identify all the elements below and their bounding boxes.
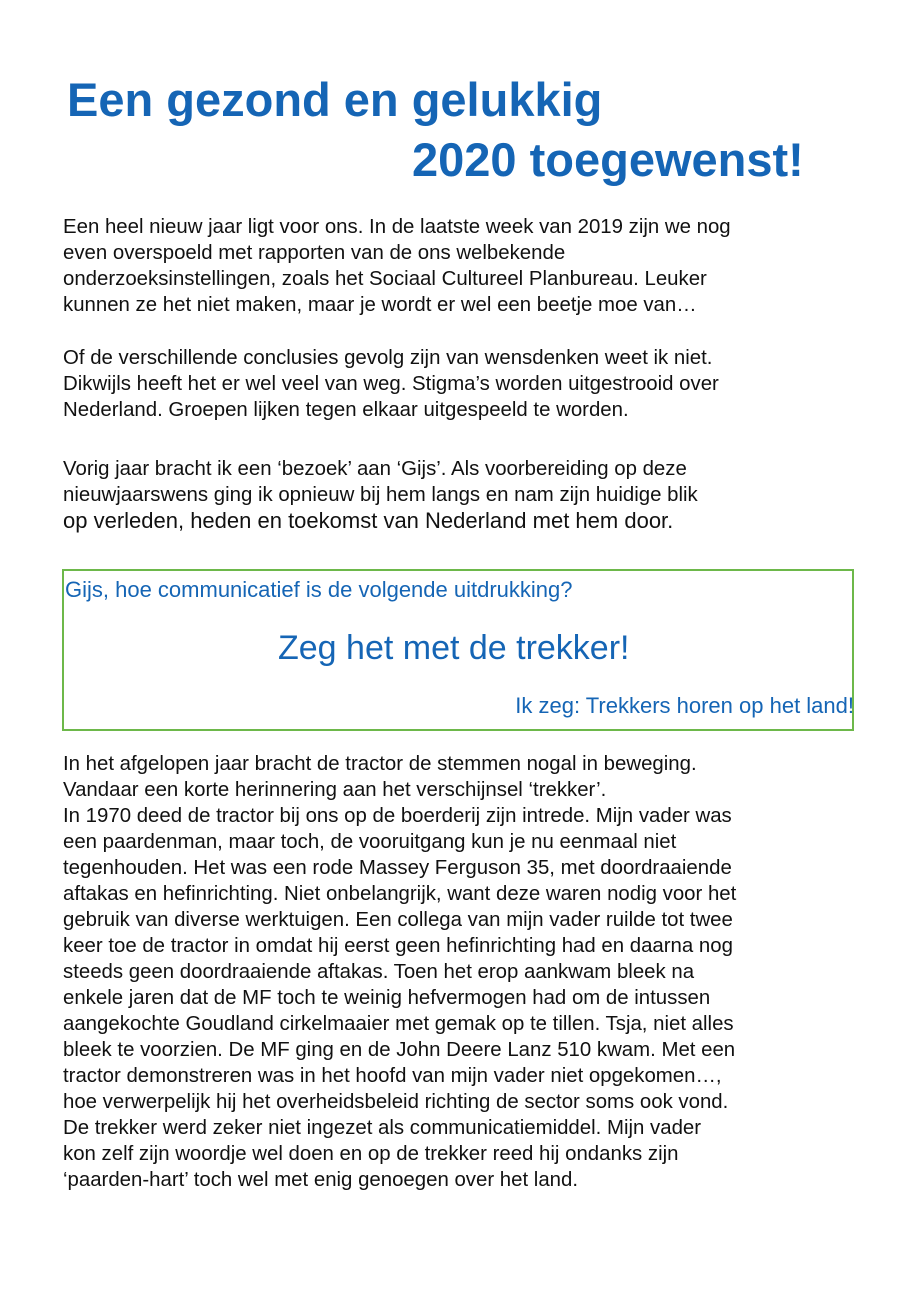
paragraph-line: Dikwijls heeft het er wel veel van weg. Stigma’s worden uitgestrooid over <box>63 373 719 395</box>
paragraph-line: bleek te voorzien. De MF ging en de John Deere Lanz 510 kwam. Met een <box>63 1039 736 1061</box>
paragraph-line: aftakas en hefinrichting. Niet onbelangrijk, want deze waren nodig voor het <box>63 883 737 905</box>
paragraph-line: Vorig jaar bracht ik een ‘bezoek’ aan ‘Gijs’. Als voorbereiding op deze <box>63 458 687 480</box>
paragraph-line: In 1970 deed de tractor bij ons op de boerderij zijn intrede. Mijn vader was <box>63 805 732 827</box>
paragraph-line: onderzoeksinstellingen, zoals het Sociaal Cultureel Planbureau. Leuker <box>63 268 707 290</box>
quote-box <box>62 569 854 731</box>
paragraph-line: In het afgelopen jaar bracht de tractor de stemmen nogal in beweging. <box>63 753 697 775</box>
paragraph-line: hoe verwerpelijk hij het overheidsbeleid richting de sector soms ook vond. <box>63 1091 729 1113</box>
paragraph-line: gebruik van diverse werktuigen. Een collega van mijn vader ruilde tot twee <box>63 909 733 931</box>
paragraph-conclusions <box>63 345 863 423</box>
paragraph-line: even overspoeld met rapporten van de ons welbekende <box>63 242 566 264</box>
paragraph-line: tegenhouden. Het was een rode Massey Ferguson 35, met doordraaiende <box>63 857 732 879</box>
paragraph-line: kon zelf zijn woordje wel doen en op de trekker reed hij ondanks zijn <box>63 1143 679 1165</box>
paragraph-tractor-story <box>63 751 863 1193</box>
quote-answer: Ik zeg: Trekkers horen op het land! <box>515 693 854 718</box>
paragraph-line: enkele jaren dat de MF toch te weinig hefvermogen had om de intussen <box>63 987 711 1009</box>
paragraph-line: Vandaar een korte herinnering aan het verschijnsel ‘trekker’. <box>63 779 607 801</box>
paragraph-line: Of de verschillende conclusies gevolg zijn van wensdenken weet ik niet. <box>63 347 713 369</box>
quote-question: Gijs, hoe communicatief is de volgende uitdrukking? <box>65 577 573 602</box>
paragraph-line: nieuwjaarswens ging ik opnieuw bij hem langs en nam zijn huidige blik <box>63 484 698 506</box>
paragraph-line: Een heel nieuw jaar ligt voor ons. In de laatste week van 2019 zijn we nog <box>63 216 731 238</box>
paragraph-intro <box>63 214 863 318</box>
paragraph-line: een paardenman, maar toch, de vooruitgang kun je nu eenmaal niet <box>63 831 677 853</box>
paragraph-line: ‘paarden-hart’ toch wel met enig genoegen over het land. <box>63 1169 579 1191</box>
paragraph-line: De trekker werd zeker niet ingezet als communicatiemiddel. Mijn vader <box>63 1117 702 1139</box>
quote-phrase: Zeg het met de trekker! <box>278 629 630 667</box>
paragraph-line: keer toe de tractor in omdat hij eerst geen hefinrichting had en daarna nog <box>63 935 733 957</box>
paragraph-line: kunnen ze het niet maken, maar je wordt er wel een beetje moe van… <box>63 294 697 316</box>
title-line-1: Een gezond en gelukkig <box>67 73 603 126</box>
paragraph-line: steeds geen doordraaiende aftakas. Toen het erop aankwam bleek na <box>63 961 695 983</box>
title-line-2: 2020 toegewenst! <box>412 133 804 186</box>
paragraph-line: op verleden, heden en toekomst van Nederland met hem door. <box>63 508 674 533</box>
paragraph-line: aangekochte Goudland cirkelmaaier met gemak op te tillen. Tsja, niet alles <box>63 1013 734 1035</box>
paragraph-line: Nederland. Groepen lijken tegen elkaar uitgespeeld te worden. <box>63 399 629 421</box>
paragraph-gijs-visit <box>63 456 863 534</box>
paragraph-line: tractor demonstreren was in het hoofd van mijn vader niet opgekomen…, <box>63 1065 722 1087</box>
